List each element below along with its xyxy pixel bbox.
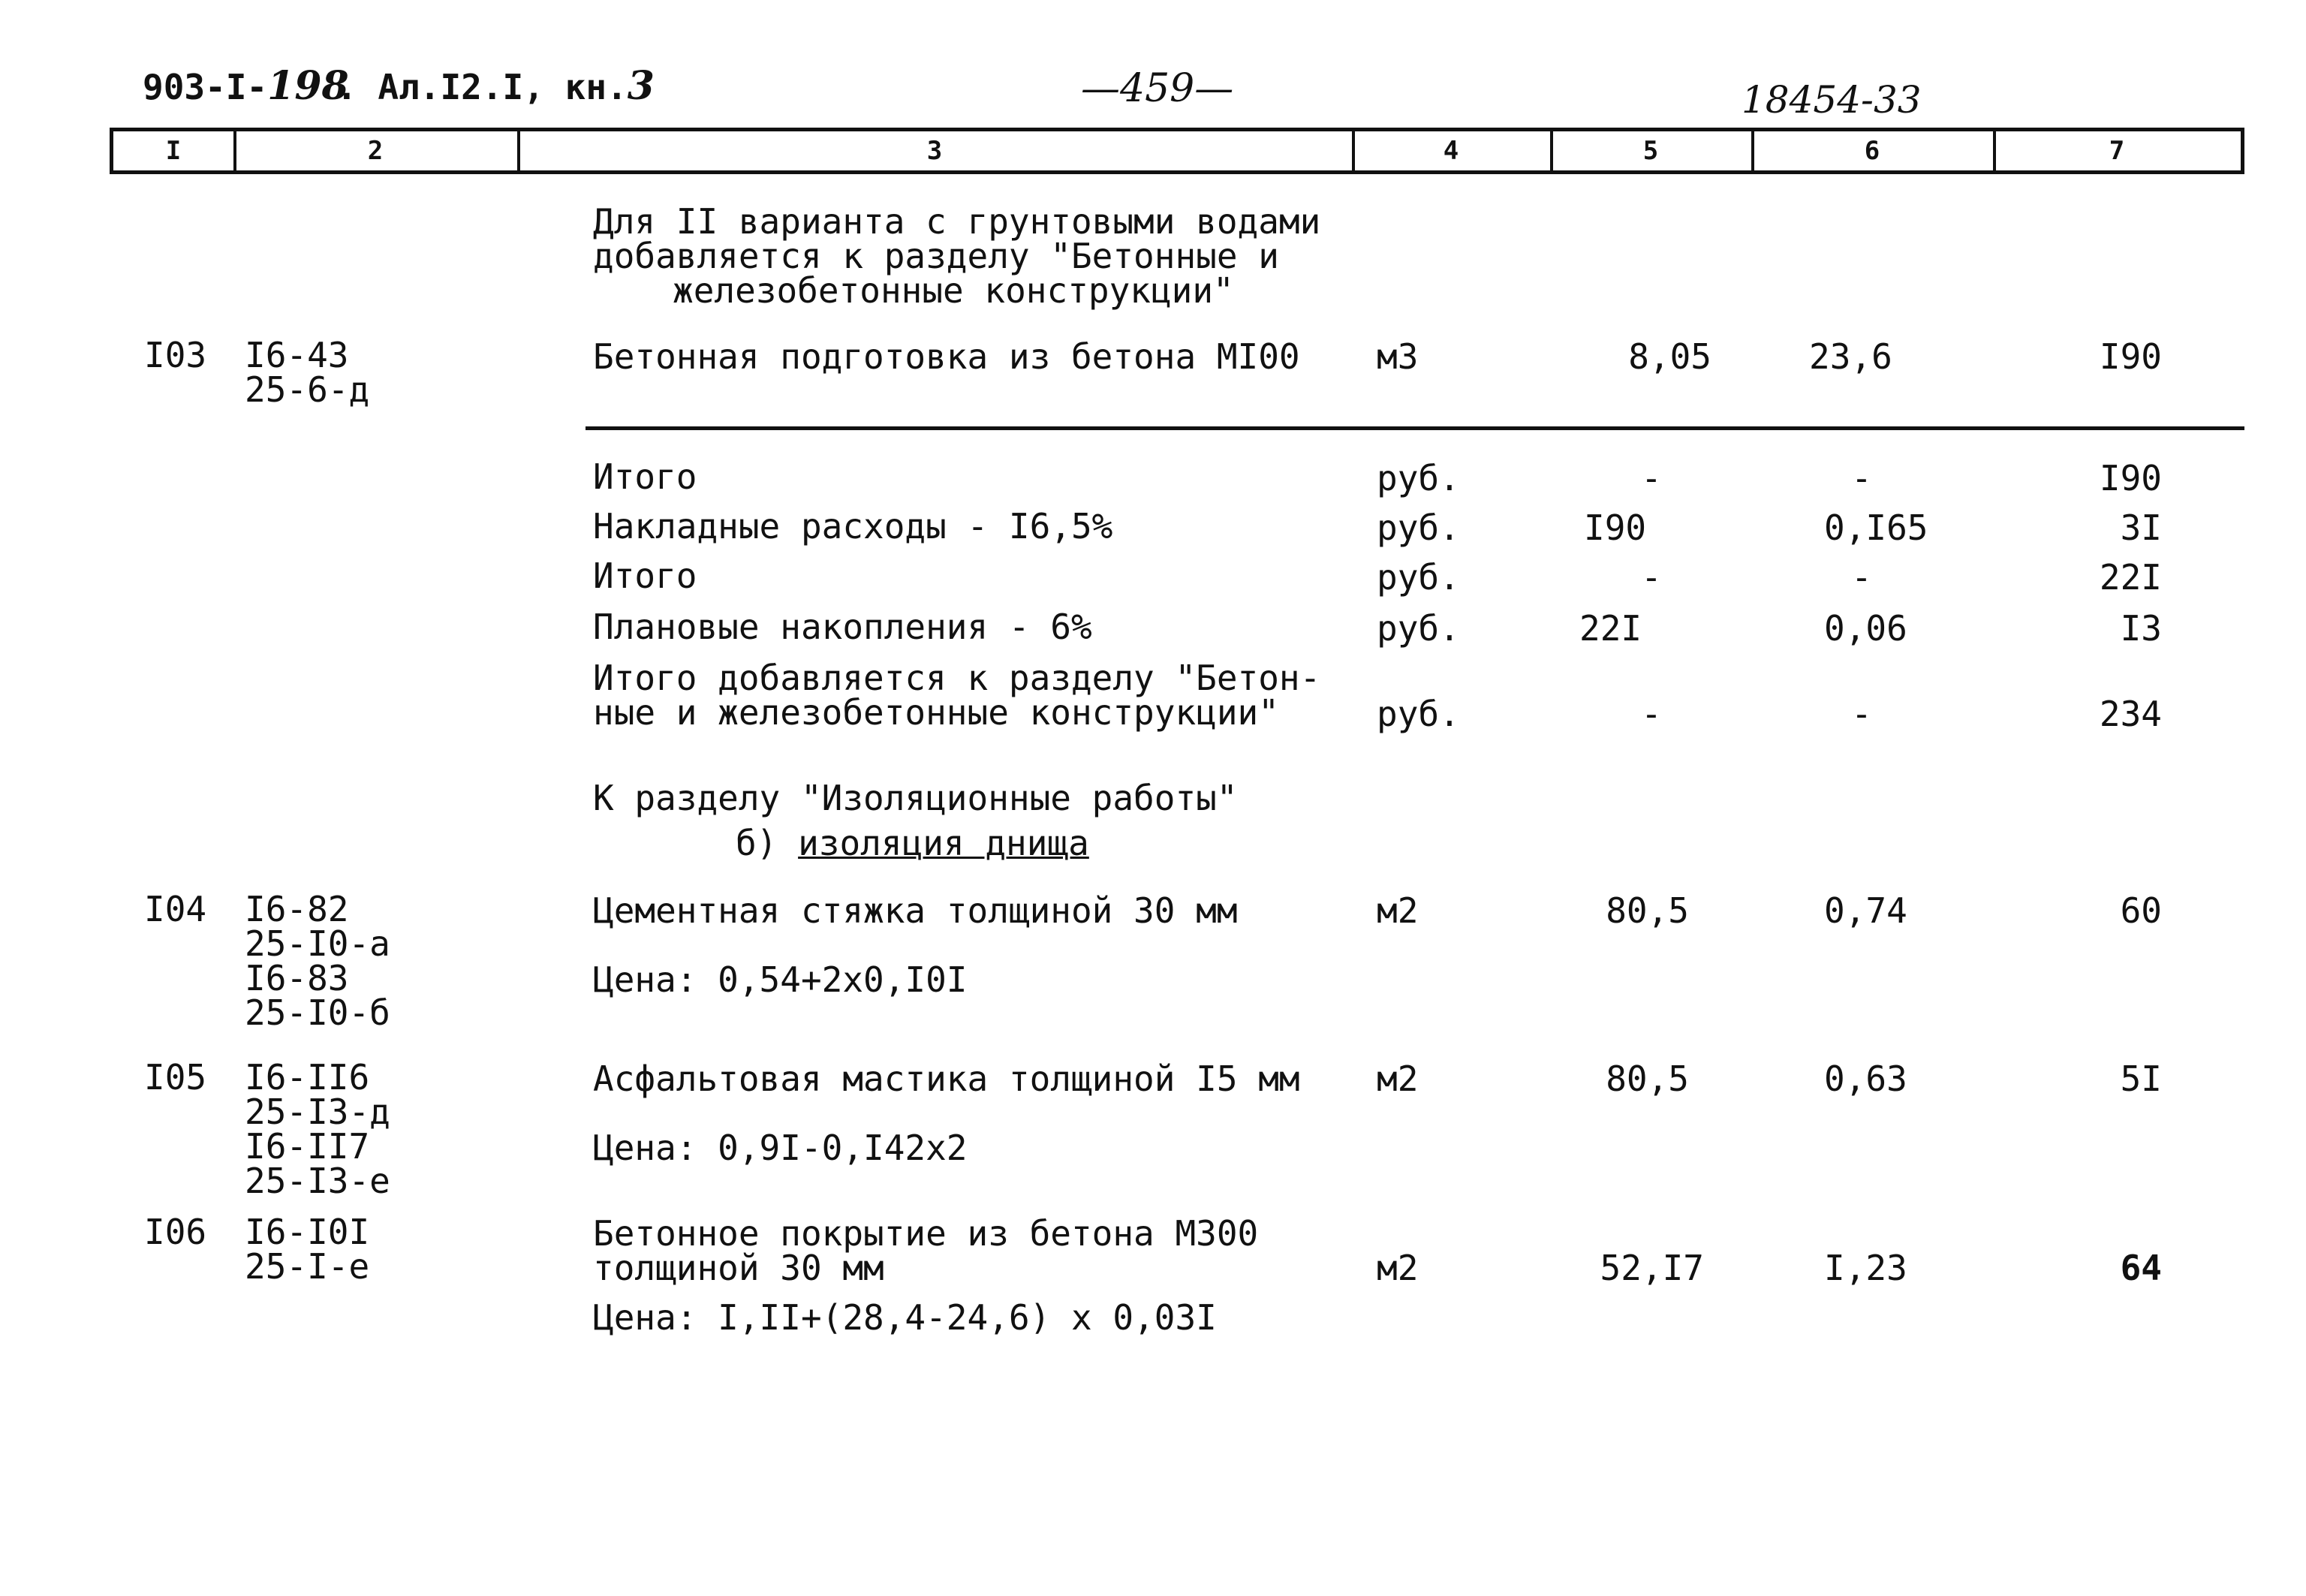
- header-album: [336, 63, 655, 109]
- row-103-total: I90: [2099, 336, 2162, 377]
- row-103-description: Бетонная подготовка из бетона МI00: [593, 336, 1300, 377]
- summary-final-line-1: Итого добавляется к разделу "Бетон-: [593, 658, 1321, 698]
- summary-4-total: I3: [2120, 608, 2162, 649]
- row-106-description-2: толщиной 30 мм: [593, 1248, 884, 1288]
- header-code-printed: 903-I-: [143, 67, 268, 107]
- intro-line-3: железобетонные конструкции": [673, 270, 1234, 311]
- column-header-row: [110, 128, 2244, 174]
- row-104-number: I04: [144, 889, 207, 929]
- summary-4-quantity: 22I: [1579, 608, 1642, 649]
- row-105-code-2: 25-I3-д: [245, 1092, 390, 1132]
- row-104-code-3: I6-83: [245, 958, 349, 998]
- row-104-code-1: I6-82: [245, 889, 349, 929]
- row-105-price-note: Цена: 0,9I-0,I42х2: [593, 1128, 968, 1168]
- summary-4-description: Плановые накопления - 6%: [593, 607, 1092, 647]
- summary-4-price: 0,06: [1824, 608, 1907, 649]
- row-104-code-2: 25-I0-а: [245, 923, 390, 964]
- row-106-number: I06: [144, 1212, 207, 1252]
- column-header-4: 4: [1443, 136, 1459, 166]
- row-104-unit: м2: [1377, 890, 1419, 931]
- header-code: [143, 63, 349, 109]
- summary-2-unit: руб.: [1377, 507, 1460, 548]
- row-103-price: 23,6: [1809, 336, 1892, 377]
- header-book-handwritten: 3: [627, 63, 655, 109]
- page-number: —459—: [1081, 66, 1234, 111]
- intro-line-2: добавляется к разделу "Бетонные и: [593, 236, 1279, 276]
- summary-3-description: Итого: [593, 556, 697, 596]
- row-105-code-4: 25-I3-е: [245, 1161, 390, 1201]
- summary-3-quantity: -: [1641, 557, 1662, 598]
- section-subtitle: [736, 823, 1089, 863]
- summary-3-price: -: [1851, 557, 1872, 598]
- summary-2-total: 3I: [2120, 507, 2162, 548]
- header-code-handwritten: 198: [267, 63, 349, 109]
- column-header-3: 3: [926, 136, 943, 166]
- row-103-code-1: I6-43: [245, 335, 349, 375]
- row-106-code-1: I6-I0I: [245, 1212, 370, 1252]
- row-106-code-2: 25-I-е: [245, 1246, 370, 1287]
- summary-final-total: 234: [2099, 694, 2162, 734]
- column-header-2: 2: [367, 136, 384, 166]
- summary-2-description: Накладные расходы - I6,5%: [593, 506, 1113, 547]
- summary-1-description: Итого: [593, 456, 697, 497]
- summary-3-unit: руб.: [1377, 557, 1460, 598]
- row-105-description: Асфальтовая мастика толщиной I5 мм: [593, 1058, 1300, 1099]
- row-105-code-1: I6-II6: [245, 1057, 370, 1098]
- column-header-5: 5: [1642, 136, 1659, 166]
- column-header-7: 7: [2109, 136, 2125, 166]
- row-106-total: 64: [2120, 1248, 2162, 1288]
- summary-final-quantity: -: [1641, 694, 1662, 734]
- row-105-quantity: 80,5: [1606, 1058, 1689, 1099]
- row-104-quantity: 80,5: [1606, 890, 1689, 931]
- summary-3-total: 22I: [2099, 557, 2162, 598]
- row-103-number: I03: [144, 335, 207, 375]
- intro-line-1: Для II варианта с грунтовыми водами: [593, 201, 1321, 242]
- row-106-quantity: 52,I7: [1600, 1248, 1704, 1288]
- summary-1-price: -: [1851, 458, 1872, 498]
- row-103-unit: м3: [1377, 336, 1419, 377]
- row-104-code-4: 25-I0-б: [245, 992, 390, 1033]
- summary-final-unit: руб.: [1377, 694, 1460, 734]
- row-104-description: Цементная стяжка толщиной 30 мм: [593, 890, 1238, 931]
- divider-rule: [586, 426, 2244, 430]
- row-103-quantity: 8,05: [1628, 336, 1711, 377]
- summary-final-line-2: ные и железобетонные конструкции": [593, 692, 1279, 733]
- summary-2-price: 0,I65: [1824, 507, 1928, 548]
- row-106-unit: м2: [1377, 1248, 1419, 1288]
- summary-1-quantity: -: [1641, 458, 1662, 498]
- column-header-1: I: [165, 136, 182, 166]
- row-103-code-2: 25-6-д: [245, 369, 370, 410]
- section-subtitle-prefix: б): [736, 823, 778, 863]
- row-105-number: I05: [144, 1057, 207, 1098]
- row-106-price-note: Цена: I,II+(28,4-24,6) х 0,03I: [593, 1297, 1217, 1338]
- summary-1-unit: руб.: [1377, 458, 1460, 498]
- section-subtitle-text: изоляция днища: [798, 823, 1089, 863]
- header-album-text: . Ал.I2.I, кн.: [336, 67, 628, 107]
- summary-4-unit: руб.: [1377, 608, 1460, 649]
- column-header-6: 6: [1864, 136, 1880, 166]
- summary-1-total: I90: [2099, 458, 2162, 498]
- row-104-price-note: Цена: 0,54+2х0,I0I: [593, 959, 968, 1000]
- row-106-description-1: Бетонное покрытие из бетона М300: [593, 1213, 1259, 1254]
- row-105-total: 5I: [2120, 1058, 2162, 1099]
- summary-2-quantity: I90: [1584, 507, 1647, 548]
- summary-final-price: -: [1851, 694, 1872, 734]
- row-104-price: 0,74: [1824, 890, 1907, 931]
- row-105-unit: м2: [1377, 1058, 1419, 1099]
- row-104-total: 60: [2120, 890, 2162, 931]
- section-title: К разделу "Изоляционные работы": [593, 778, 1238, 818]
- row-106-price: I,23: [1824, 1248, 1907, 1288]
- row-105-price: 0,63: [1824, 1058, 1907, 1099]
- doc-number: 18454-33: [1742, 78, 1922, 122]
- row-105-code-3: I6-II7: [245, 1126, 370, 1167]
